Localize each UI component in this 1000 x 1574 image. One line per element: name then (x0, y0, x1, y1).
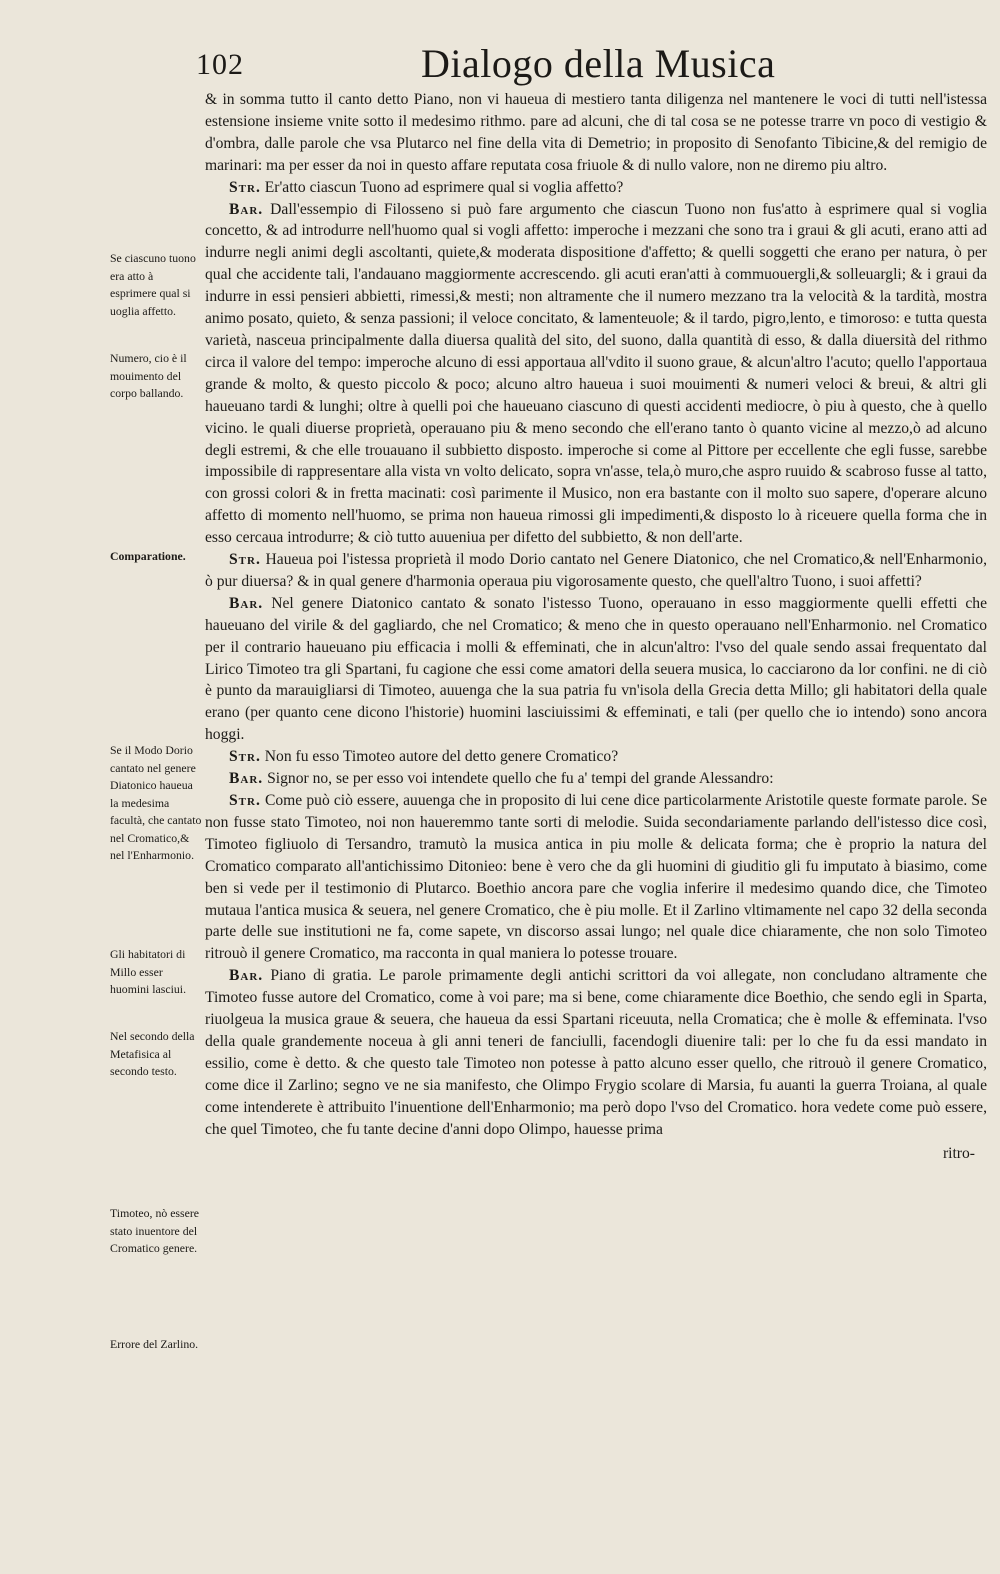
paragraph (205, 89, 987, 177)
speaker-label: Str. (229, 748, 261, 766)
paragraph (205, 549, 987, 593)
speaker-label: Bar. (229, 770, 264, 788)
paragraph (205, 593, 987, 746)
speaker-label: Bar. (229, 200, 264, 218)
paragraph-text: Come può ciò essere, auuenga che in proposito di lui cene dice particolarmente Aristotile queste formate parole. Se non fusse stato Timoteo, noi non haueremmo tante sorti di melodie. Suida secondariamente parlando dell'istesso dice così, Timoteo figliuolo di Tersandro, tramutò la musica antica in piu molle & delicata forma; che è proprio la natura del Cromatico comparato all'antichissimo Ditonieo: bene è vero che da gli huomini di giuditio gli fu imputato à biasimo, come ben si vede per il testimonio di Plutarco. Boethio ancora pare che voglia inferire il medesimo quando dice, che Timoteo mutaua l'antica musica & seuera, nel genere Cromatico, che è piu molle. Et il Zarlino vltimamente nel capo 32 della seconda parte delle sue institutioni ne fa, come sapete, vn discorso assai lungo; nel quale dice chiaramente, che non solo Timoteo ritrouò il genere Cromatico, ma racconta in qual maniera lo potesse trouare. (205, 792, 987, 963)
paragraph (205, 746, 987, 768)
main-text (205, 89, 987, 1164)
margin-note: Timoteo, nò essere stato inuentore del Cromatico genere. (110, 1206, 200, 1255)
paragraph (205, 768, 987, 790)
speaker-label: Str. (229, 792, 261, 809)
speaker-label: Str. (229, 178, 261, 196)
paragraph-text: Haueua poi l'istessa proprietà il modo Dorio cantato nel Genere Diatonico, che nel Cromatico,& nell'Enharmonio, ò pur diuersa? & in qual genere d'harmonia operaua piu vigorosamente questo, che quell'altro Tuono, i suoi affetti? (205, 551, 987, 590)
margin-note: Gli habitatori di Millo esser huomini lasciui. (110, 947, 187, 996)
paragraph (205, 790, 987, 965)
paragraph (205, 199, 987, 550)
speaker-label: Str. (229, 551, 261, 569)
paragraph-text: Signor no, se per esso voi intendete quello che fu a' tempi del grande Alessandro: (267, 770, 774, 788)
speaker-label: Bar. (229, 594, 264, 612)
paragraph-text: Nel genere Diatonico cantato & sonato l'istesso Tuono, operauano in esso maggiormente quelli effetti che haueuano del virile & del gagliardo, che nel Cromatico; & meno che in questo operauano nell'Enharmonio. nel Cromatico per il contrario haueuano piu efficacia i molli & effeminati, che in alcun'altro: l'vso del quale sendo assai frequentato dal Lirico Timoteo tra gli Spartani, fu cagione che essi come amatori della seuera musica, lo cacciarono da lor confini. ne di ciò è punto da marauigliarsi di Timoteo, auuenga che la sua patria fu vn'isola della Grecia detta Millo; gli habitatori della quale erano (per quanto cene dicono l'historie) huomini lasciuissimi & effeminati, e tali (per quello che io intendo) sono ancora hoggi. (205, 594, 987, 744)
margin-note: Nel secondo della Metafisica al secondo testo. (110, 1029, 195, 1078)
paragraph-text: Dall'essempio di Filosseno si può fare argumento che ciascun Tuono non fus'atto à esprimere qual si voglia concetto, & ad introdurre nell'huomo qual si vogli affetto: imperoche i mezzani che sono tra i graui & gli acuti, erano atti ad indurre negli animi degli ascoltanti, quiete,& moderata dispositione d'affetto; & quelli soggetti che erano per natura, ò per qual che accidente tali, l'andauano maggiormente accrescendo. gli acuti eran'atti à commuouergli,& solleuargli; & i graui da indurre in essi pensieri abbietti, rimessi,& mesti; non altramente che il numero mezzano tra la velocità & la tardità, mostra animo posato, quieto, & senza passioni; il veloce concitato, & lamenteuole; & il tardo, pigro,lento, e timoroso: e tutta questa varietà, nasceua principalmente dalla diuersa qualità del sito, del suono, dalla quantità di esso, & dalla diuersità del rithmo circa il valore del tempo: imperoche alcuno di essi apportaua all'vdito il suono graue, & alcun'altro l'acuto; quello l'apportaua grande & molto, & questo piccolo & poco; alcuno altro haueua i suoi mouimenti & numeri veloci & breui, & altri gli haueuano tardi & lunghi; oltre à quelli poi che haueuano ciascuno di questi accidenti mediocre, ò piu à questo, che à quello vicino. le quali diuerse proprietà, operauano piu & meno secondo che ell'erano tanto ò quanto vicine al mezzo,ò ad alcuno degli estremi, & che elle trouauano il subbietto disposto. imperoche si come al Pittore per eccellente che egli fusse, sarebbe impossibile di rappresentare alla vista vn volto delicato, sopra vn'asse, tela,ò muro,che aspro ruuido & scabroso fusse al tatto, con grossi colori & in fretta macinati: così parimente il Musico, non era bastante con il molto suo sapere, d'operare alcuno affetto di momento nell'huomo, se prima non haueua rimossi gli impedimenti,& disposto lo à riceuere quella forma che in esso cercaua introdurre; & ciò tutto auueniua per difetto del subbietto, & non dell'arte. (205, 200, 988, 547)
paragraph-text: Non fu esso Timoteo autore del detto genere Cromatico? (264, 748, 619, 766)
page-header (196, 30, 986, 86)
margin-note: Errore del Zarlino. (110, 1337, 199, 1351)
margin-note: Se ciascuno tuono era atto à esprimere qual si uoglia affetto. (110, 251, 196, 318)
paragraph-text: Er'atto ciascun Tuono ad esprimere qual si voglia affetto? (264, 178, 624, 196)
margin-note: Comparatione. (110, 549, 186, 563)
paragraph (205, 965, 987, 1140)
paragraph-text: & in somma tutto il canto detto Piano, non vi haueua di mestiero tanta diligenza nel mantenere le voci di tutti nell'istessa estensione insieme vnite sotto il medesimo rithmo. pare ad alcuni, che di tal cosa se ne potesse trarre vn poco di vestigio & d'ombra, dalle parole che vsa Plutarco nel fine della vita di Demetrio; in proposito di Senofanto Tibicine,& del remigio de marinari: ma per esser da noi in questo affare reputata cosa friuole & di nullo valore, non ne diremo piu altro. (205, 91, 987, 174)
page-number: 102 (196, 48, 244, 81)
margin-note: Numero, cio è il mouimento del corpo ballando. (110, 351, 187, 400)
margin-note: Se il Modo Dorio cantato nel genere Diatonico haueua la medesima facultà, che cantato nel Cromatico,& nel l'Enharmonio. (110, 743, 202, 862)
speaker-label: Bar. (229, 967, 264, 985)
catchword: ritro- (942, 1144, 975, 1162)
paragraph-text: Piano di gratia. Le parole primamente degli antichi scrittori da voi allegate, non concludano altramente che Timoteo fusse autore del Cromatico, come à voi pare; ma si bene, come chiaramente dice Boethio, che sendo egli in Sparta, riuolgeua la musica graue & seuera, che haueua da essi Spartani riceuuta, nella Cromatica; che è molle & effeminata. l'vso della quale grandemente noceua à gli anni teneri de fanciulli, facendogli diuenire tali: per lo che fu da essi mandato in essilio, come è detto. & che questo tale Timoteo non potesse à patto alcuno esser quello, che ritrouò il genere Cromatico, come dice il Zarlino; segno ve ne sia manifesto, che Olimpo Frygio scolare di Marsia, fu auanti la guerra Troiana, al quale come intenderete è attribuito l'inuentione dell'Enharmonio; ma però dopo l'vso del Cromatico. hora vedete come può essere, che quel Timoteo, che fu tante decine d'anni dopo Olimpo, hauesse prima (205, 967, 988, 1138)
running-title: Dialogo della Musica (421, 41, 776, 86)
paragraph (205, 177, 987, 199)
